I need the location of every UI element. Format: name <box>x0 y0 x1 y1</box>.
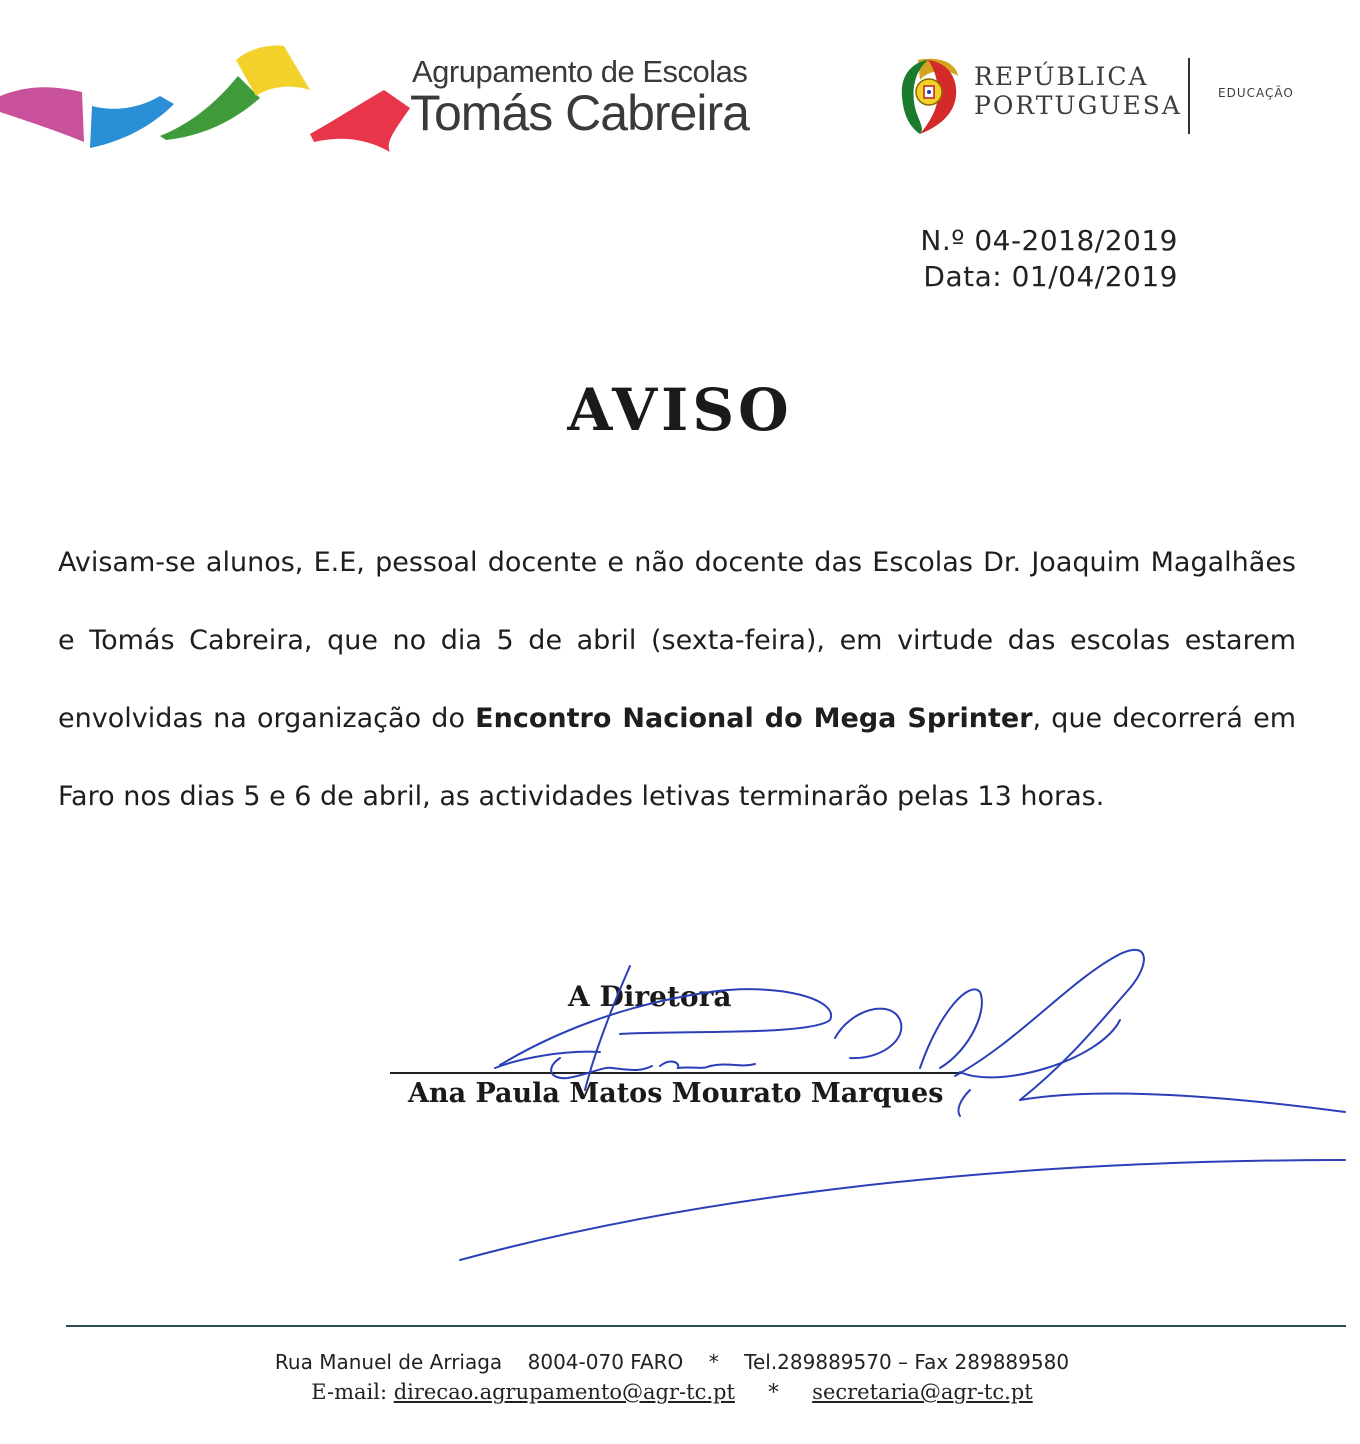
logo-ribbon-green <box>160 76 260 140</box>
footer-phone-fax: Tel.289889570 – Fax 289889580 <box>744 1350 1070 1374</box>
government-name-line2: PORTUGUESA <box>974 91 1182 120</box>
logo-ribbon-blue <box>90 96 174 148</box>
logo-ribbon-pink <box>0 87 84 142</box>
footer-postal-code: 8004-070 FARO <box>527 1350 684 1374</box>
secretary-email-link[interactable]: secretaria@agr-tc.pt <box>812 1380 1033 1404</box>
header-divider <box>1188 58 1190 134</box>
event-name: Encontro Nacional do Mega Sprinter <box>475 703 1033 734</box>
notice-date: Data: 01/04/2019 <box>923 260 1178 293</box>
signer-role: A Diretora <box>568 980 732 1013</box>
signer-name: Ana Paula Matos Mourato Marques <box>408 1078 944 1109</box>
government-name-line1: REPÚBLICA <box>974 62 1149 91</box>
footer-divider <box>66 1325 1346 1327</box>
school-name-line2: Tomás Cabreira <box>410 85 749 141</box>
government-department: EDUCAÇÃO <box>1218 86 1294 100</box>
notice-title: AVISO <box>567 376 793 444</box>
logo-ribbon-red <box>310 90 410 152</box>
body-text-part1: Avisam-se alunos, E.E, pessoal docente e não docente das Escolas Dr. Joaquim Magalhães e Tomás Cabreira, que no dia 5 de abril (sexta-feira), em virtude das escolas estarem envolvidas na organização do <box>58 547 1296 734</box>
school-logo <box>0 38 410 158</box>
notice-number: N.º 04-2018/2019 <box>920 224 1178 257</box>
footer-address <box>0 1350 1344 1374</box>
body-text-part2: , que decorrerá em Faro nos dias 5 e 6 de abril, as actividades letivas terminarão pelas 13 horas. <box>58 703 1296 812</box>
footer-email-label: E-mail: <box>311 1380 388 1404</box>
handwritten-signature <box>380 940 1350 1270</box>
school-name-line1: Agrupamento de Escolas <box>412 54 748 89</box>
footer-separator: * <box>708 1350 719 1374</box>
footer-separator: * <box>768 1380 779 1404</box>
notice-body <box>58 524 1296 836</box>
republic-emblem-icon <box>898 56 960 136</box>
direction-email-link[interactable]: direcao.agrupamento@agr-tc.pt <box>393 1380 735 1404</box>
footer-street: Rua Manuel de Arriaga <box>274 1350 503 1374</box>
footer-contacts <box>0 1380 1344 1404</box>
